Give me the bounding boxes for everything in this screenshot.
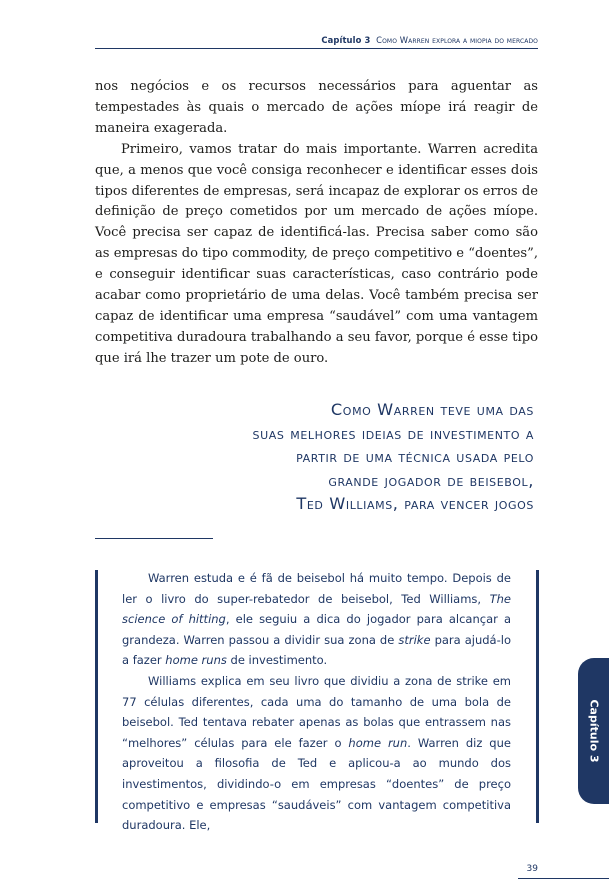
running-header-chapter: Capítulo 3 <box>321 35 371 45</box>
section-heading-line-2: suas melhores ideias de investimento a <box>252 423 534 443</box>
sidebar-text-span: . Warren diz que aproveitou a filosofia de Ted e aplicou-a ao mundo dos investimentos, dividindo-o em empresas “doentes” de preço competitivo e empresas “saudáveis” com vantagem competitiva duradoura. Ele, <box>122 735 511 833</box>
section-heading-line-4: grande jogador de beisebol, <box>328 470 534 490</box>
sidebar-text-span: para ajudá-lo a fazer <box>122 632 511 668</box>
italic-term-strike: strike <box>398 632 431 647</box>
footer-rule <box>518 878 609 879</box>
chapter-tab <box>578 658 609 804</box>
body-paragraph-2: Primeiro, vamos tratar do mais importante. Warren acredita que, a menos que você consiga reconhecer e identificar esses dois tipos diferentes de empresas, será incapaz de explorar os erros de definição de preço cometidos por um mercado de ações míope. Você precisa ser capaz de identificá-las. Precisa saber como são as empresas do tipo commodity, de preço competitivo e “doentes”, e conseguir identificar suas características, caso contrário pode acabar como proprietário de uma delas. Você também precisa ser capaz de identificar uma empresa “saudável” com uma vantagem competitiva duradoura trabalhando a seu favor, porque é esse tipo que irá lhe trazer um pote de ouro. <box>95 141 538 366</box>
italic-term-home-run: home run <box>348 735 408 750</box>
sidebar-paragraph-1 <box>122 568 511 671</box>
sidebar-text-span: Williams explica em seu livro que dividiu a zona de strike em 77 células diferentes, cada uma do tamanho de uma bola de beisebol. Ted tentava rebater apenas as bolas que entrassem nas “melhores” células para ele fazer o <box>122 673 511 750</box>
sidebar-box-right-rule <box>536 570 539 823</box>
running-header <box>95 35 538 45</box>
section-heading-line-5: Ted Williams, para vencer jogos <box>296 494 534 514</box>
section-heading-line-1: Como Warren teve uma das <box>330 400 534 419</box>
running-header-section: Como Warren explora a miopia do mercado <box>376 35 538 45</box>
sidebar-paragraph-2 <box>122 671 511 836</box>
page-number: 39 <box>526 864 538 874</box>
body-paragraph-1: nos negócios e os recursos necessários para aguentar as tempestades às quais o mercado de ações míope irá reagir de maneira exagerada. <box>95 79 538 136</box>
sidebar-box-left-rule <box>95 570 98 823</box>
sidebar-text-span: Warren estuda e é fã de beisebol há muito tempo. Depois de ler o livro do super-rebatedor de beisebol, Ted Williams, <box>122 571 511 606</box>
sidebar-text-span: de investimento. <box>226 653 328 668</box>
chapter-tab-label: Capítulo 3 <box>587 699 601 763</box>
book-title: The science of hitting <box>122 591 511 627</box>
italic-term-home-runs: home runs <box>165 653 227 668</box>
section-heading-line-3: partir de uma técnica usada pelo <box>296 447 534 467</box>
body-text <box>95 77 538 370</box>
section-heading <box>95 398 534 516</box>
header-rule <box>95 48 538 49</box>
sidebar-text-span: , ele seguiu a dica do jogador para alcançar a grandeza. Warren passou a dividir sua zona de <box>122 612 511 647</box>
heading-rule <box>95 538 213 539</box>
sidebar-box-text <box>122 568 511 836</box>
